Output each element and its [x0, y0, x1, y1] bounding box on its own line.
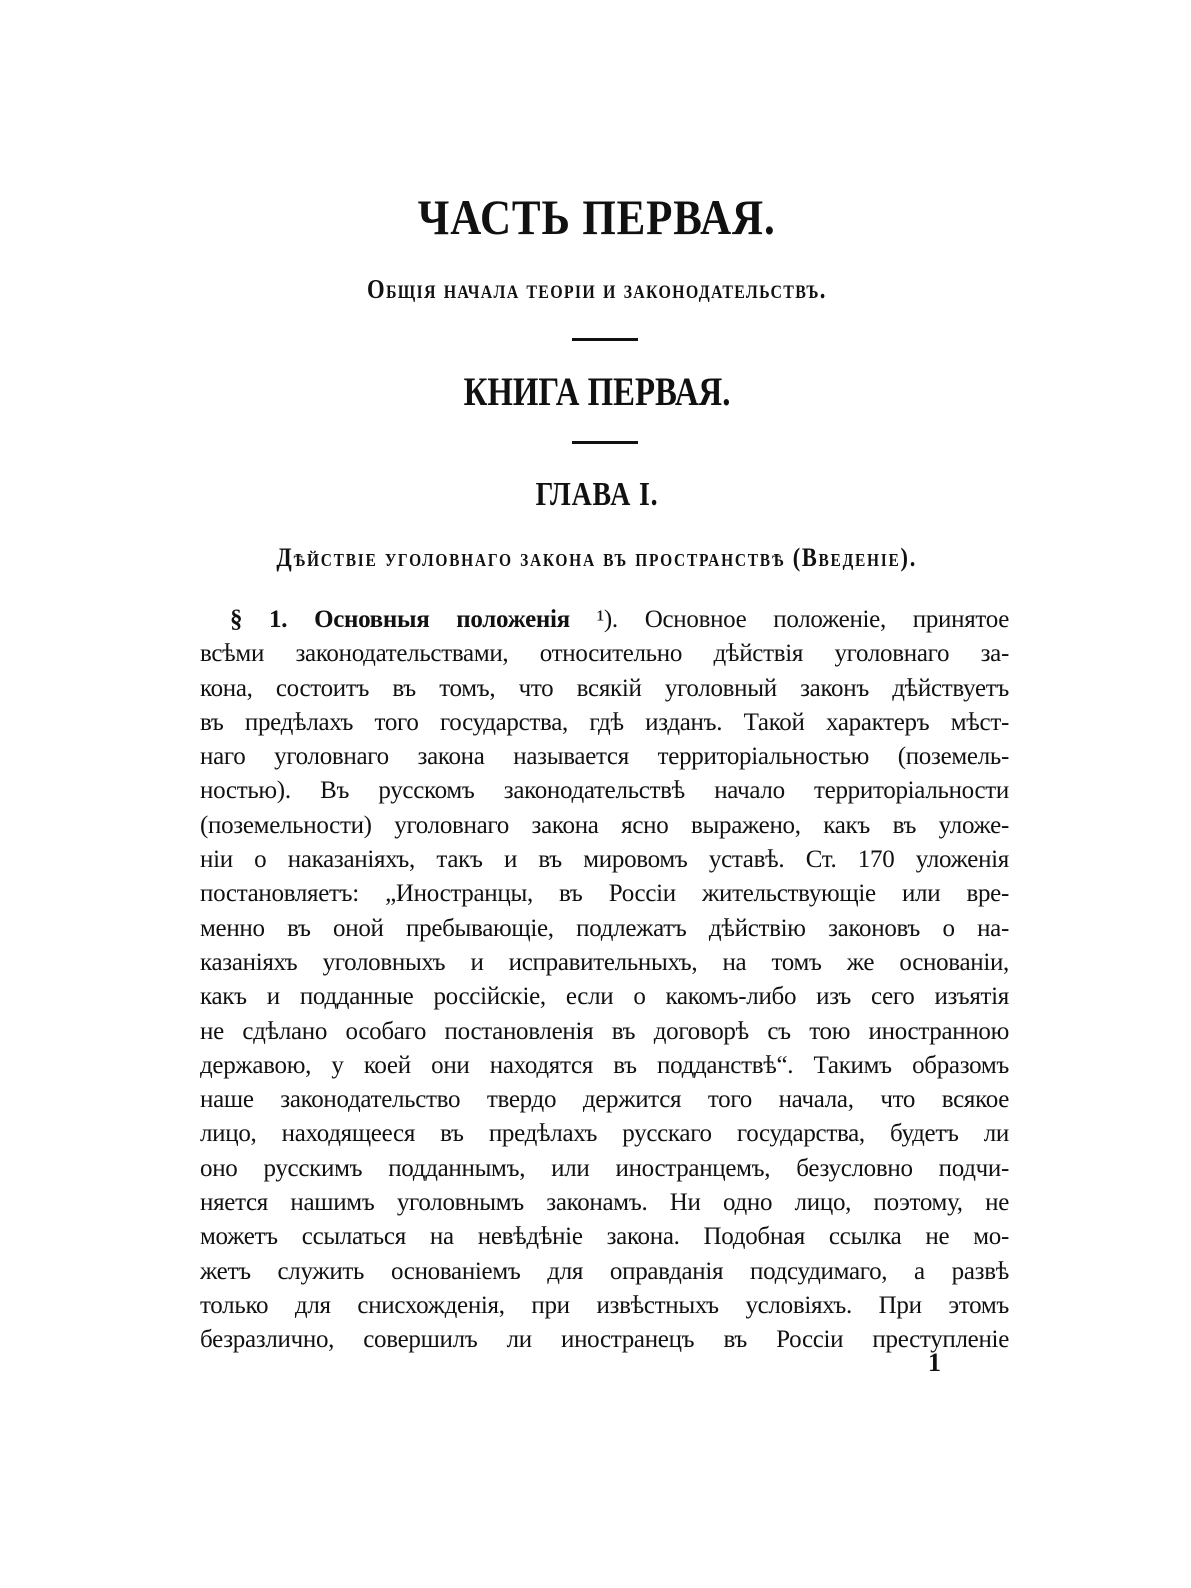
- text-line: [200, 603, 1009, 637]
- text-line: наше законодательство твердо держится того начала, что всякое: [200, 1086, 1009, 1114]
- text-line: кона, состоитъ въ томъ, что всякій уголовный законъ дѣйствуетъ: [200, 674, 1009, 702]
- text-line: няется нашимъ уголовнымъ законамъ. Ни одно лицо, поэтому, не: [200, 1189, 1009, 1217]
- chapter-title: ГЛАВА I.: [535, 476, 659, 513]
- page-number: 1: [928, 1348, 941, 1377]
- text-line: постановляетъ: „Иностранцы, въ Россіи жительствующіе или вре-: [200, 880, 1009, 908]
- first-line-text: Основное положеніе, принятое: [644, 606, 1009, 633]
- text-line: ніи о наказаніяхъ, такъ и въ мировомъ уставѣ. Ст. 170 уложенія: [200, 846, 1009, 874]
- body-text: [200, 603, 1009, 1358]
- text-line: жетъ служить основаніемъ для оправданія подсудимаго, а развѣ: [200, 1257, 1009, 1285]
- text-line: только для снисхожденія, при извѣстныхъ условіяхъ. При этомъ: [200, 1291, 1009, 1319]
- part-subtitle: Общія начала теоріи и законодательствъ.: [367, 274, 827, 304]
- text-line: державою, у коей они находятся въ подданствѣ“. Такимъ образомъ: [200, 1051, 1009, 1079]
- section-heading: Основныя положенія: [314, 606, 570, 633]
- book-title: КНИГА ПЕРВАЯ.: [463, 369, 731, 414]
- text-line: казаніяхъ уголовныхъ и исправительныхъ, на томъ же основаніи,: [200, 948, 1009, 976]
- text-line: ностью). Въ русскомъ законодательствѣ начало территоріальности: [200, 777, 1009, 805]
- text-line: (поземельности) уголовнаго закона ясно выражено, какъ въ уложе-: [200, 811, 1009, 839]
- section-mark: § 1.: [230, 606, 288, 633]
- text-line: какъ и подданные россійскіе, если о какомъ-либо изъ сего изъятія: [200, 983, 1009, 1011]
- text-line: наго уголовнаго закона называется территоріальностью (поземель-: [200, 743, 1009, 771]
- section-divider: [572, 338, 638, 341]
- section-divider: [572, 441, 638, 444]
- chapter-subtitle: Дѣйствіе уголовнаго закона въ пространствѣ (Введеніе).: [276, 543, 918, 572]
- text-line: не сдѣлано особаго постановленія въ договорѣ съ тою иностранною: [200, 1017, 1009, 1045]
- text-line: менно въ оной пребывающіе, подлежатъ дѣйствію законовъ о на-: [200, 914, 1009, 942]
- text-line: всѣми законодательствами, относительно дѣйствія уголовнаго за-: [200, 640, 1009, 668]
- text-line: можетъ ссылаться на невѣдѣніе закона. Подобная ссылка не мо-: [200, 1223, 1009, 1251]
- text-line: оно русскимъ подданнымъ, или иностранцемъ, безусловно подчи-: [200, 1154, 1009, 1182]
- footnote-mark: ¹).: [596, 606, 618, 633]
- text-line: лицо, находящееся въ предѣлахъ русскаго государства, будетъ ли: [200, 1120, 1009, 1148]
- part-title: ЧАСТЬ ПЕРВАЯ.: [417, 189, 776, 245]
- text-line: безразлично, совершилъ ли иностранецъ въ Россіи преступленіе: [200, 1326, 1009, 1354]
- text-line: въ предѣлахъ того государства, гдѣ изданъ. Такой характеръ мѣст-: [200, 708, 1009, 736]
